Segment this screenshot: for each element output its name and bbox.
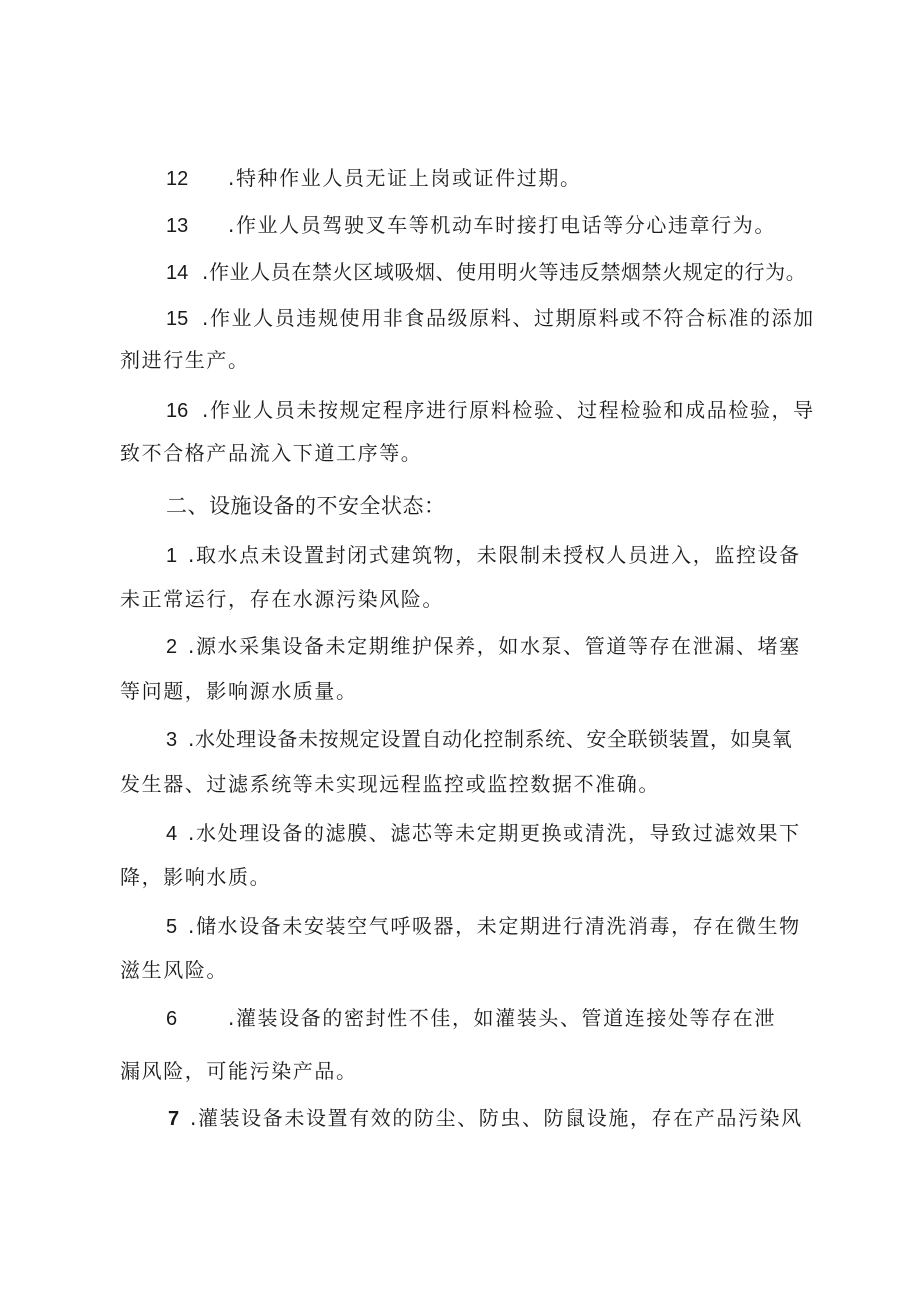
item-number: 14 xyxy=(166,262,189,284)
item-number: 4 xyxy=(166,823,178,845)
item-text: .作业人员在禁火区域吸烟、使用明火等违反禁烟禁火规定的行为。 xyxy=(202,260,807,284)
item-text: .取水点未设置封闭式建筑物，未限制未授权人员进入，监控设备 xyxy=(188,543,801,567)
list-item-13 xyxy=(166,211,866,239)
item-text: .作业人员未按规定程序进行原料检验、过程检验和成品检验，导 xyxy=(202,398,815,422)
item-text: .储水设备未安装空气呼吸器，未定期进行清洗消毒，存在微生物 xyxy=(188,914,801,938)
item-text: .水处理设备的滤膜、滤芯等未定期更换或清洗，导致过滤效果下 xyxy=(188,821,801,845)
list-item-16 xyxy=(166,396,866,424)
item-text: .灌装设备未设置有效的防尘、防虫、防鼠设施，存在产品污染风 xyxy=(190,1106,803,1130)
item-text: .作业人员违规使用非食品级原料、过期原料或不符合标准的添加 xyxy=(202,306,815,330)
list-item-5 xyxy=(166,912,866,940)
item-text: .源水采集设备未定期维护保养，如水泵、管道等存在泄漏、堵塞 xyxy=(188,634,801,658)
item-number: 15 xyxy=(166,308,189,330)
list-item-1-continuation: 未正常运行，存在水源污染风险。 xyxy=(120,587,444,611)
item-text: .水处理设备未按规定设置自动化控制系统、安全联锁装置，如臭氧 xyxy=(188,727,793,751)
list-item-4-continuation: 降，影响水质。 xyxy=(120,865,272,889)
list-item-2-continuation: 等问题，影响源水质量。 xyxy=(120,679,358,703)
list-item-14 xyxy=(166,258,866,286)
list-item-6 xyxy=(166,1004,866,1032)
list-item-15-continuation: 剂进行生产。 xyxy=(120,348,250,372)
list-item-12 xyxy=(166,164,866,192)
item-text: .作业人员驾驶叉车等机动车时接打电话等分心违章行为。 xyxy=(228,213,776,237)
item-number: 1 xyxy=(166,545,178,567)
list-item-3-continuation: 发生器、过滤系统等未实现远程监控或监控数据不准确。 xyxy=(120,772,660,796)
list-item-1 xyxy=(166,541,866,569)
item-number: 2 xyxy=(166,636,178,658)
item-number: 3 xyxy=(166,729,178,751)
list-item-4 xyxy=(166,819,866,847)
list-item-6-continuation: 漏风险，可能污染产品。 xyxy=(120,1059,358,1083)
list-item-3 xyxy=(166,725,866,753)
list-item-16-continuation: 致不合格产品流入下道工序等。 xyxy=(120,441,423,465)
section-heading: 二、设施设备的不安全状态： xyxy=(166,494,446,518)
list-item-15 xyxy=(166,304,866,332)
item-text: .灌装设备的密封性不佳，如灌装头、管道连接处等存在泄 xyxy=(228,1006,776,1030)
item-number: 6 xyxy=(166,1008,178,1030)
item-number: 5 xyxy=(166,916,178,938)
list-item-2 xyxy=(166,632,866,660)
item-number: 12 xyxy=(166,168,189,190)
item-number: 13 xyxy=(166,215,189,237)
list-item-7 xyxy=(168,1104,868,1132)
item-number: 7 xyxy=(168,1108,180,1130)
list-item-5-continuation: 滋生风险。 xyxy=(120,958,228,982)
item-number: 16 xyxy=(166,400,189,422)
item-text: .特种作业人员无证上岗或证件过期。 xyxy=(228,166,582,190)
